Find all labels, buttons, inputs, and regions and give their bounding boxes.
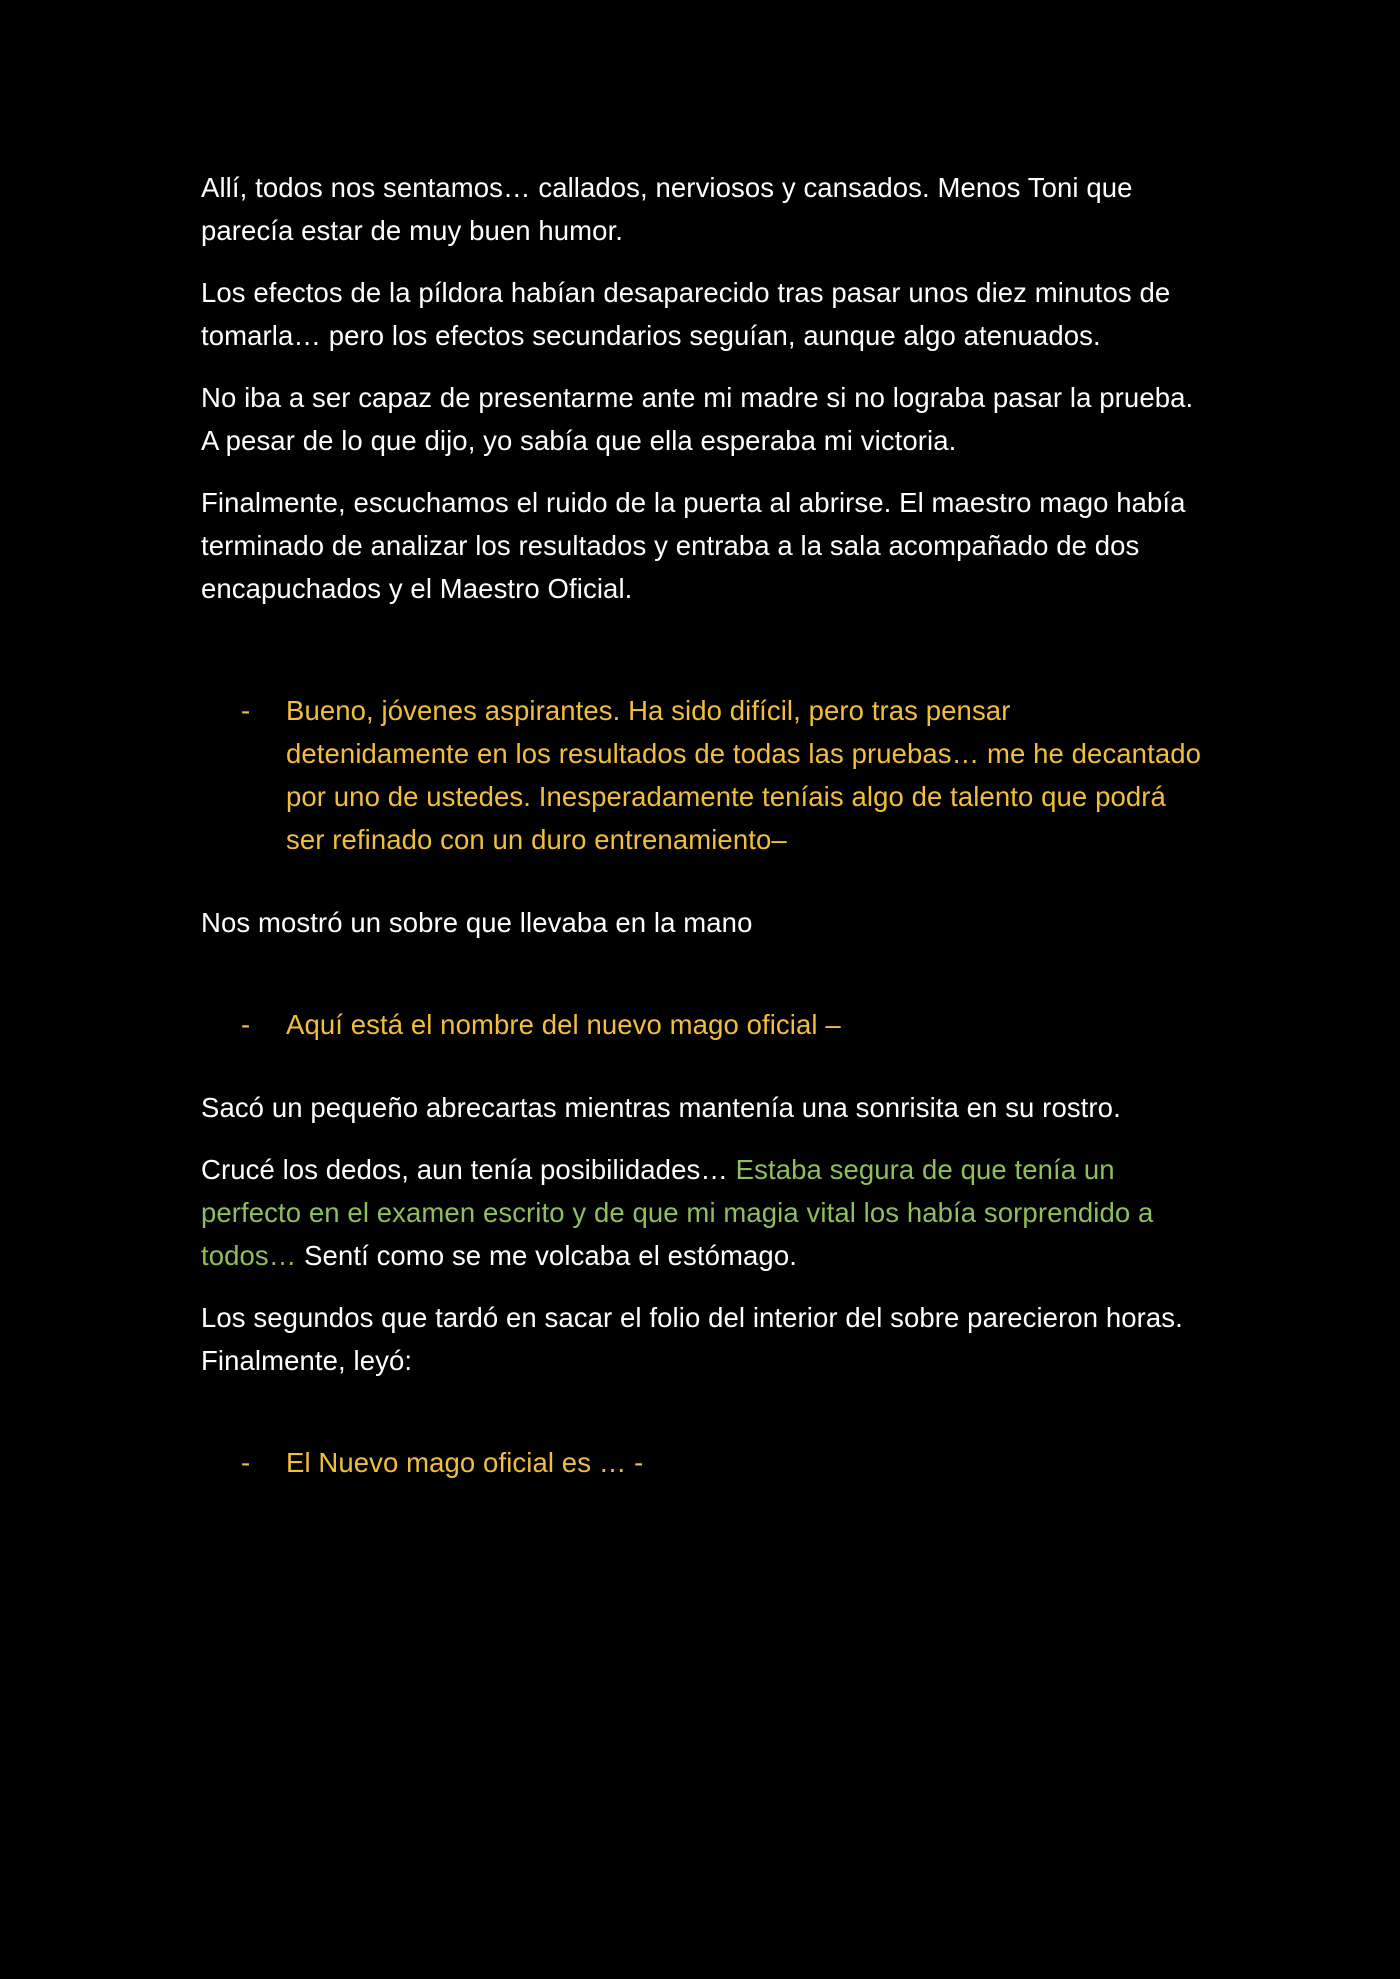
spacer xyxy=(201,1401,1201,1441)
dialogue-text: Aquí está el nombre del nuevo mago oficial – xyxy=(286,1009,841,1040)
dialogue-text: Bueno, jóvenes aspirantes. Ha sido difícil, pero tras pensar detenidamente en los resultados de todas las pruebas… me he decantado por uno de ustedes. Inesperadamente teníais algo de talento que podrá ser refinado con un duro entrenamiento– xyxy=(286,695,1202,855)
document-body xyxy=(201,166,1201,1484)
paragraph-5: Nos mostró un sobre que llevaba en la mano xyxy=(201,907,753,938)
paragraph-4: Finalmente, escuchamos el ruido de la puerta al abrirse. El maestro mago había terminado de analizar los resultados y entraba a la sala acompañado de dos encapuchados y el Maestro Oficial. xyxy=(201,487,1186,604)
paragraph-3: No iba a ser capaz de presentarme ante mi madre si no lograba pasar la prueba. A pesar de lo que dijo, yo sabía que ella esperaba mi victoria. xyxy=(201,382,1194,456)
paragraph-6: Sacó un pequeño abrecartas mientras mantenía una sonrisita en su rostro. xyxy=(201,1092,1121,1123)
paragraph-7-thought: Estaba segura de que tenía un perfecto en el examen escrito y de que mi magia vital los había sorprendido a todos… xyxy=(201,1154,1154,1271)
dialogue-dash: - xyxy=(241,695,251,726)
paragraph-1: Allí, todos nos sentamos… callados, nerviosos y cansados. Menos Toni que parecía estar de muy buen humor. xyxy=(201,172,1133,246)
dialogue-line-3 xyxy=(201,1441,1201,1484)
spacer xyxy=(201,629,1201,689)
paragraph-7-part-3: Sentí como se me volcaba el estómago. xyxy=(296,1240,797,1271)
spacer xyxy=(201,861,1201,901)
dialogue-dash: - xyxy=(241,1447,251,1478)
dialogue-line-2 xyxy=(201,1003,1201,1046)
spacer xyxy=(201,1046,1201,1086)
paragraph-7 xyxy=(201,1148,1201,1277)
paragraph-7-part-1: Crucé los dedos, aun tenía posibilidades… xyxy=(201,1154,736,1185)
dialogue-line-1 xyxy=(201,689,1201,861)
paragraph-2: Los efectos de la píldora habían desaparecido tras pasar unos diez minutos de tomarla… pero los efectos secundarios seguían, aunque algo atenuados. xyxy=(201,277,1171,351)
paragraph-8: Los segundos que tardó en sacar el folio del interior del sobre parecieron horas. Finalmente, leyó: xyxy=(201,1302,1183,1376)
spacer xyxy=(201,963,1201,1003)
dialogue-text: El Nuevo mago oficial es … - xyxy=(286,1447,644,1478)
dialogue-dash: - xyxy=(241,1009,251,1040)
